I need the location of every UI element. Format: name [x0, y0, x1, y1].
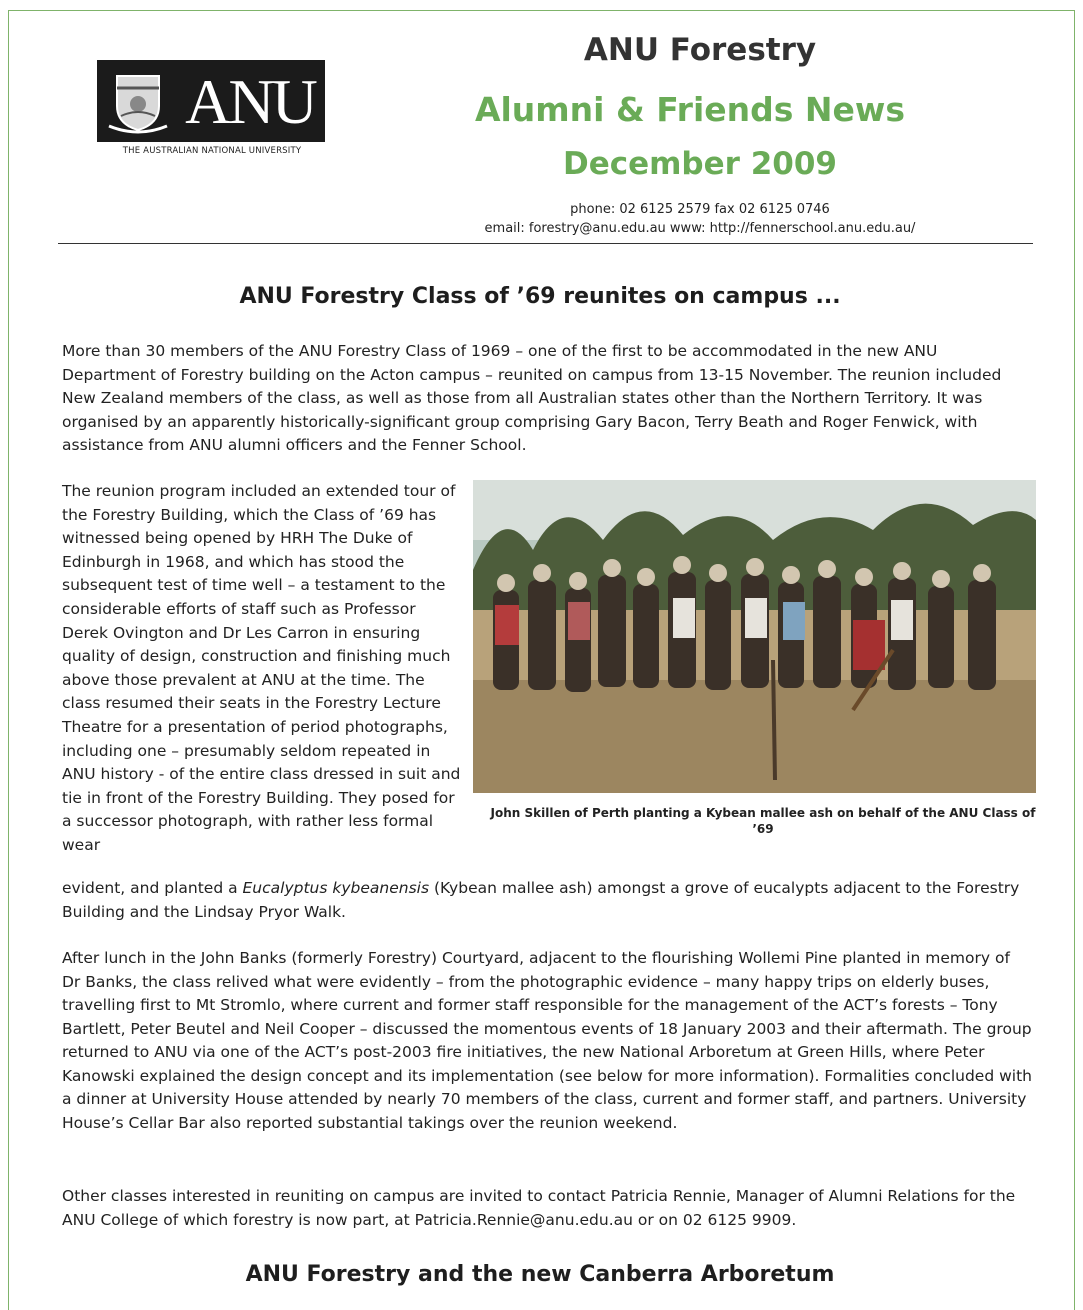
logo-subtitle: THE AUSTRALIAN NATIONAL UNIVERSITY: [122, 146, 302, 156]
article-heading: ANU Forestry Class of ’69 reunites on campus ...: [239, 284, 841, 309]
contact-email-web: email: forestry@anu.edu.au www: http://fennerschool.anu.edu.au/: [484, 221, 916, 236]
photo-image: [473, 480, 1036, 793]
species-name: Eucalyptus kybeanensis: [242, 879, 430, 897]
photo-caption: John Skillen of Perth planting a Kybean mallee ash on behalf of the ANU Class of ’69: [490, 806, 1036, 836]
next-article-heading: ANU Forestry and the new Canberra Arboretum: [245, 1262, 835, 1287]
article-paragraph-4: Other classes interested in reuniting on campus are invited to contact Patricia Rennie, Manager of Alumni Relations for the ANU College of which forestry is now part, at Patricia.Rennie@anu.edu.au or on 02 6125 9909.: [62, 1187, 1016, 1229]
para2-cont-text-b: (Kybean mallee ash) amongst a grove of eucalypts adjacent to the Forestry Building and the Lindsay Pryor Walk.: [62, 879, 1020, 921]
header-divider: [58, 243, 1033, 244]
reunion-photo: [473, 480, 1036, 793]
newsletter-subtitle: Alumni & Friends News: [474, 90, 906, 129]
logo-block: [97, 60, 325, 142]
logo-wordmark: ANU: [185, 66, 315, 137]
contact-phone: phone: 02 6125 2579 fax 02 6125 0746: [570, 202, 830, 217]
article-paragraph-1: More than 30 members of the ANU Forestry Class of 1969 – one of the first to be accommodated in the new ANU Department of Forestry building on the Acton campus – reunited on campus from 13-15 November. The reunion included New Zealand members of the class, as well as those from all Australian states other than the Northern Territory. It was organised by an apparently historically-significant group comprising Gary Bacon, Terry Beath and Roger Fenwick, with assistance from ANU alumni officers and the Fenner School.: [62, 342, 1002, 454]
newsletter-title: ANU Forestry: [583, 32, 817, 68]
article-paragraph-3: After lunch in the John Banks (formerly Forestry) Courtyard, adjacent to the flourishing Wollemi Pine planted in memory of Dr Banks, the class relived what were evidently – from the photographic evidence – many happy trips on elderly buses, travelling first to Mt Stromlo, where current and former staff responsible for the management of the ACT’s forests – Tony Bartlett, Peter Beutel and Neil Cooper – discussed the momentous events of 18 January 2003 and their aftermath. The group returned to ANU via one of the ACT’s post-2003 fire initiatives, the new National Arboretum at Green Hills, where Peter Kanowski explained the design concept and its implementation (see below for more information). Formalities concluded with a dinner at University House attended by nearly 70 members of the class, current and former staff, and partners. University House’s Cellar Bar also reported substantial takings over the reunion weekend.: [62, 949, 1032, 1132]
para2-cont-text-a: evident, and planted a: [62, 879, 243, 897]
article-paragraph-2: The reunion program included an extended tour of the Forestry Building, which the Class of ’69 has witnessed being opened by HRH The Duke of Edinburgh in 1968, and which has stood the subsequent test of time well – a testament to the considerable efforts of staff such as Professor Derek Ovington and Dr Les Carron in ensuring quality of design, construction and finishing much above those prevalent at ANU at the time. The class resumed their seats in the Forestry Lecture Theatre for a presentation of period photographs, including one – presumably seldom repeated in ANU history - of the entire class dressed in suit and tie in front of the Forestry Building. They posed for a successor photograph, with rather less formal wear: [62, 482, 461, 854]
article-paragraph-2-continued: [62, 877, 1052, 924]
crest-icon: [107, 68, 169, 134]
anu-logo: [97, 60, 327, 160]
newsletter-date: December 2009: [562, 146, 838, 182]
